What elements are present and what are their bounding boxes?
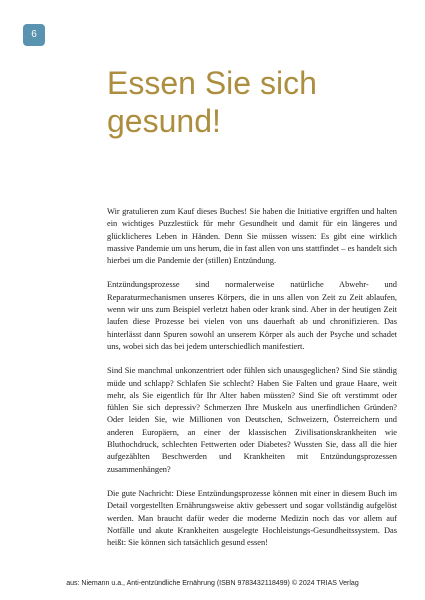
paragraph-2: Entzündungsprozesse sind normalerweise natürliche Abwehr- und Reparaturmechanismen unseres Körpers, die in uns allen von Zeit zu Zeit ablaufen, wenn wir uns zum Beispiel verletzt haben oder krank sind. Aber in der heutigen Zeit laufen diese Prozesse bei vielen von uns dauerhaft ab und chronifizieren. Das hinterlässt dann Spuren sowohl an unserem Körper als auch der Psyche und schadet uns, wobei sich das bei jedem unterschiedlich manifestiert. xyxy=(107,280,397,351)
body-text xyxy=(107,206,397,561)
paragraph-1: Wir gratulieren zum Kauf dieses Buches! Sie haben die Initiative ergriffen und halten ein wichtiges Puzzlestück für mehr Gesundheit und damit für ein längeres und glücklicheres Leben in Händen. Denn Sie müssen wissen: Es gibt eine wirklich massive Pandemie um uns herum, die in fast allen von uns stattfindet – es handelt sich hierbei um die Pandemie der (stillen) Entzündung. xyxy=(107,207,397,266)
paragraph-3: Sind Sie manchmal unkonzentriert oder fühlen sich unausgeglichen? Sind Sie ständig müde und schlapp? Schlafen Sie schlecht? Haben Sie Falten und graue Haare, weit mehr, als Sie eigentlich für Ihr Alter haben müssten? Sind Sie oft verstimmt oder fühlen Sie sich depressiv? Schmerzen Ihre Muskeln aus unerfindlichen Gründen? Oder leiden Sie, wie Millionen von Deutschen, Schweizern, Österreichern und anderen Europäern, an einer der klassischen Zivilisationskrankheiten wie Bluthochdruck, schlechten Fettwerten oder Diabetes? Wussten Sie, dass all die hier aufgezählten Beschwerden und Krankheiten mit Entzündungsprozessen zusammenhängen? xyxy=(107,366,397,474)
title-line-2: gesund! xyxy=(107,103,221,139)
page-title xyxy=(107,64,397,140)
source-footer: aus: Niemann u.a., Anti-entzündliche Ernährung (ISBN 9783432118499) © 2024 TRIAS Verlag xyxy=(66,580,359,587)
title-line-1: Essen Sie sich xyxy=(107,65,317,101)
page-number-badge: 6 xyxy=(23,24,45,46)
paragraph-4: Die gute Nachricht: Diese Entzündungsprozesse können mit einer in diesem Buch im Detail vorgestellten Ernährungsweise aktiv gebessert und sogar vollständig aufgelöst werden. Man braucht dafür weder die moderne Medizin noch das vor allem auf Notfälle und akute Krankheiten ausgelegte Hochleistungs-Gesundheitssystem. Das heißt: Sie können sich tatsächlich gesund essen! xyxy=(107,488,397,548)
